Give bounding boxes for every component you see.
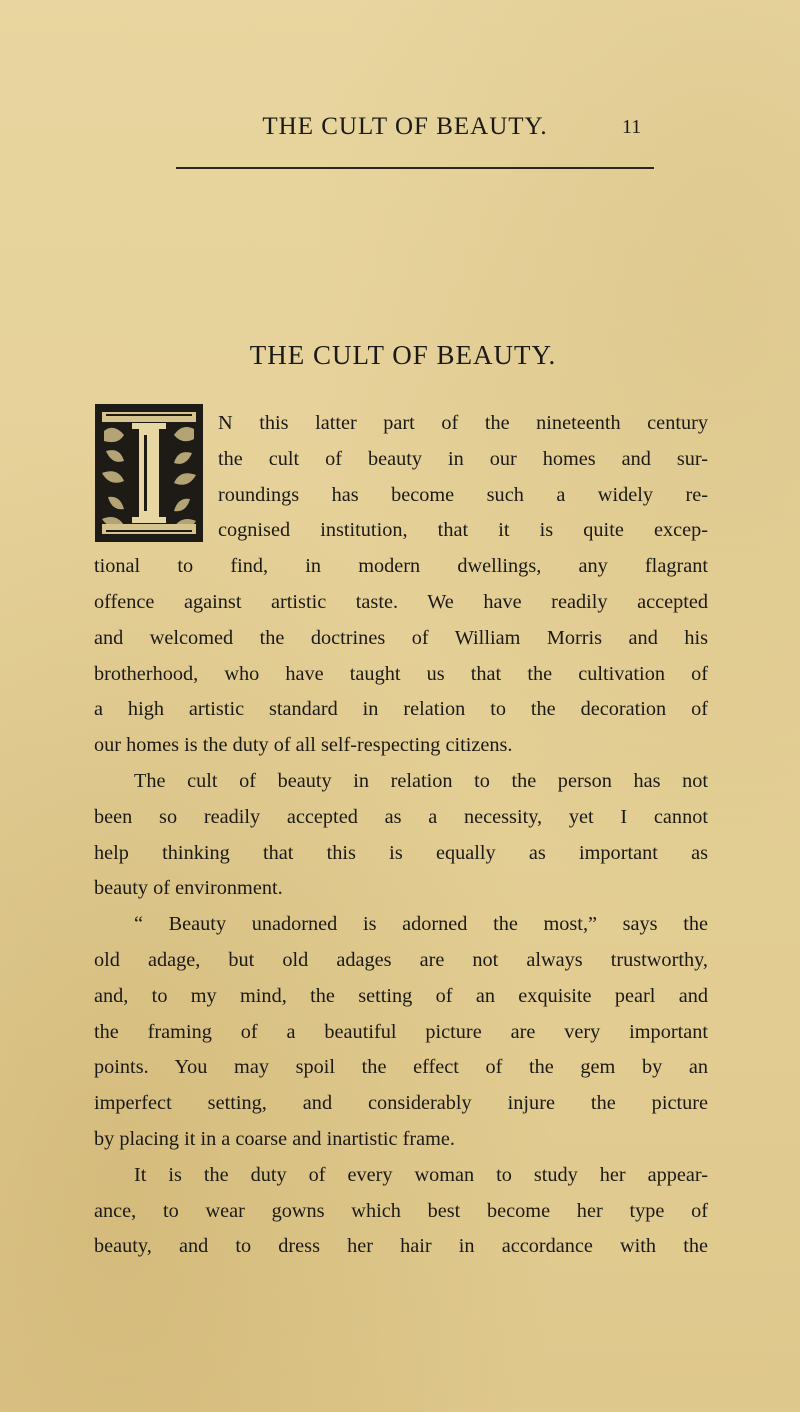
text-line: offence against artistic taste. We have readily accepted (94, 590, 708, 613)
text-line: cognised institution, that it is quite excep- (218, 519, 708, 542)
text-line: our homes is the duty of all self-respecting citizens. (94, 734, 513, 757)
header-rule (176, 167, 654, 169)
text-line: “ Beauty unadorned is adorned the most,” says the (134, 913, 708, 936)
text-line: by placing it in a coarse and inartistic frame. (94, 1127, 455, 1150)
text-line: beauty, and to dress her hair in accordance with the (94, 1235, 708, 1258)
text-line: The cult of beauty in relation to the person has not (134, 769, 708, 792)
text-line: and, to my mind, the setting of an exquisite pearl and (94, 984, 708, 1007)
text-line: the cult of beauty in our homes and sur- (218, 447, 708, 470)
text-line: the framing of a beautiful picture are very important (94, 1020, 708, 1043)
running-head (0, 113, 800, 143)
page-number: 11 (622, 116, 642, 138)
text-line: old adage, but old adages are not always trustworthy, (94, 948, 708, 971)
text-line: roundings has become such a widely re- (218, 483, 708, 506)
text-line: tional to find, in modern dwellings, any flagrant (94, 555, 708, 578)
text-line: points. You may spoil the effect of the gem by an (94, 1056, 708, 1079)
text-line: imperfect setting, and considerably injure the picture (94, 1092, 708, 1115)
text-line: a high artistic standard in relation to the decoration of (94, 698, 708, 721)
running-head-title: THE CULT OF BEAUTY. (262, 113, 548, 140)
text-line: been so readily accepted as a necessity, yet I cannot (94, 805, 708, 828)
text-line: and welcomed the doctrines of William Morris and his (94, 626, 708, 649)
text-line: N this latter part of the nineteenth century (218, 412, 708, 434)
text-line: brotherhood, who have taught us that the cultivation of (94, 662, 708, 685)
text-line: It is the duty of every woman to study her appear- (134, 1163, 708, 1186)
text-line: ance, to wear gowns which best become her type of (94, 1199, 708, 1222)
text-line: help thinking that this is equally as important as (94, 841, 708, 864)
text-line: beauty of environment. (94, 877, 283, 900)
chapter-title: THE CULT OF BEAUTY. (249, 340, 557, 370)
body-text (94, 406, 708, 1265)
